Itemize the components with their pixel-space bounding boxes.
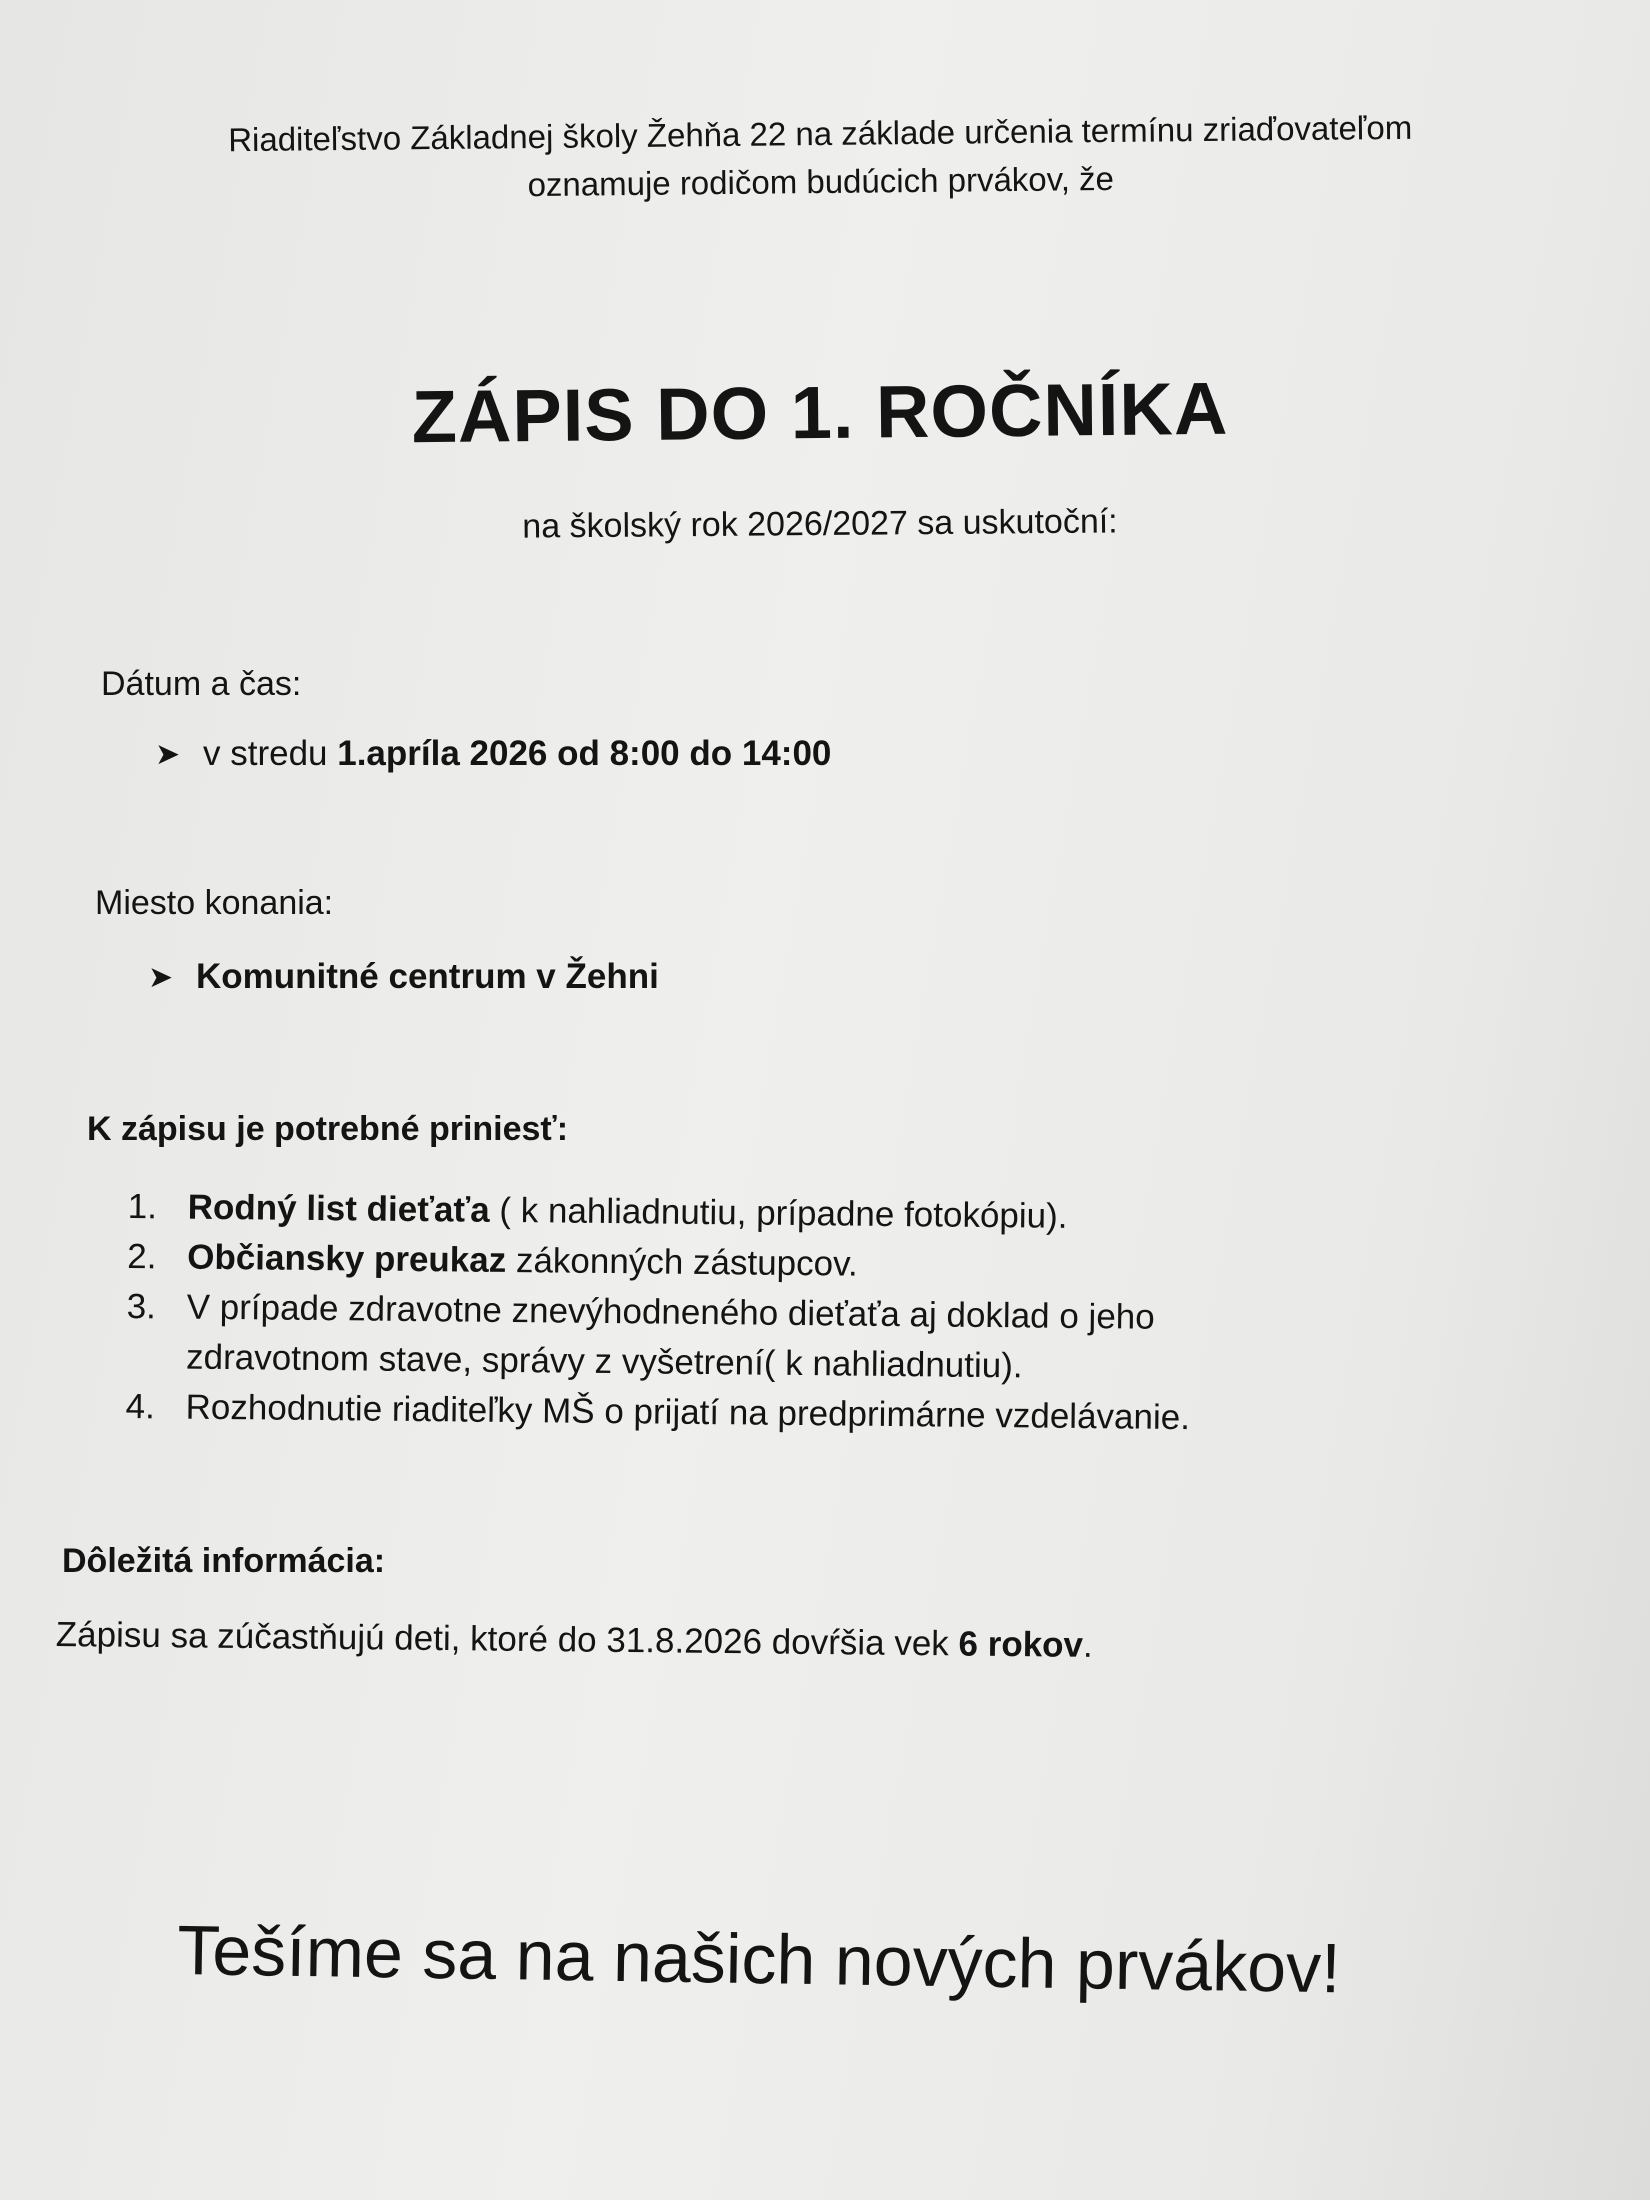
list-item-bold: Rodný list dieťaťa (187, 1187, 490, 1230)
date-label: Dátum a čas: (101, 665, 302, 703)
date-prefix: v stredu (203, 734, 328, 773)
place-bullet (148, 957, 659, 997)
important-age: 6 rokov (958, 1624, 1084, 1665)
arrowhead-bullet-icon: ➤ (155, 737, 181, 771)
place-label: Miesto konania: (95, 884, 334, 922)
subtitle: na školský rok 2026/2027 sa uskutoční: (522, 502, 1118, 546)
intro-line-2: oznamuje rodičom budúcich prvákov, že (527, 159, 1115, 204)
important-label: Dôležitá informácia: (62, 1542, 386, 1580)
list-item-text: V prípade zdravotne znevýhodneného dieťaťa aj doklad o jeho zdravotnom stave, správy z vyšetrení( k nahliadnutiu). (185, 1287, 1155, 1386)
list-item-text: zákonných zástupcov. (506, 1240, 858, 1284)
closing-message: Tešíme sa na našich nových prvákov! (176, 1910, 1342, 2008)
list-item-number: 2. (127, 1236, 157, 1277)
date-value: 1.apríla 2026 od 8:00 do 14:00 (337, 734, 832, 773)
requirements-list (125, 1182, 1528, 1447)
place-value: Komunitné centrum v Žehni (196, 957, 659, 996)
list-item-text: Rozhodnutie riaditeľky MŠ o prijatí na predprimárne vzdelávanie. (185, 1387, 1191, 1438)
list-item-number: 3. (126, 1286, 157, 1327)
important-text-suffix: . (1082, 1625, 1093, 1665)
list-item-text: ( k nahliadnutiu, prípadne fotokópiu). (489, 1190, 1068, 1236)
list-item (126, 1282, 1527, 1397)
arrowhead-bullet-icon: ➤ (148, 960, 174, 994)
intro-paragraph (120, 103, 1521, 214)
list-item-number: 4. (125, 1386, 156, 1427)
list-item-number: 1. (127, 1186, 158, 1227)
important-text-prefix: Zápisu sa zúčastňujú deti, ktoré do 31.8.2026 dovŕšia vek (55, 1615, 959, 1664)
page-title: ZÁPIS DO 1. ROČNÍKA (411, 366, 1229, 459)
list-item-bold: Občiansky preukaz (187, 1237, 507, 1280)
intro-line-1: Riaditeľstvo Základnej školy Žehňa 22 na základe určenia termínu zriaďovateľom (228, 108, 1413, 159)
date-bullet (155, 734, 831, 774)
requirements-label: K zápisu je potrebné priniesť: (87, 1110, 569, 1148)
important-text (56, 1615, 1093, 1666)
